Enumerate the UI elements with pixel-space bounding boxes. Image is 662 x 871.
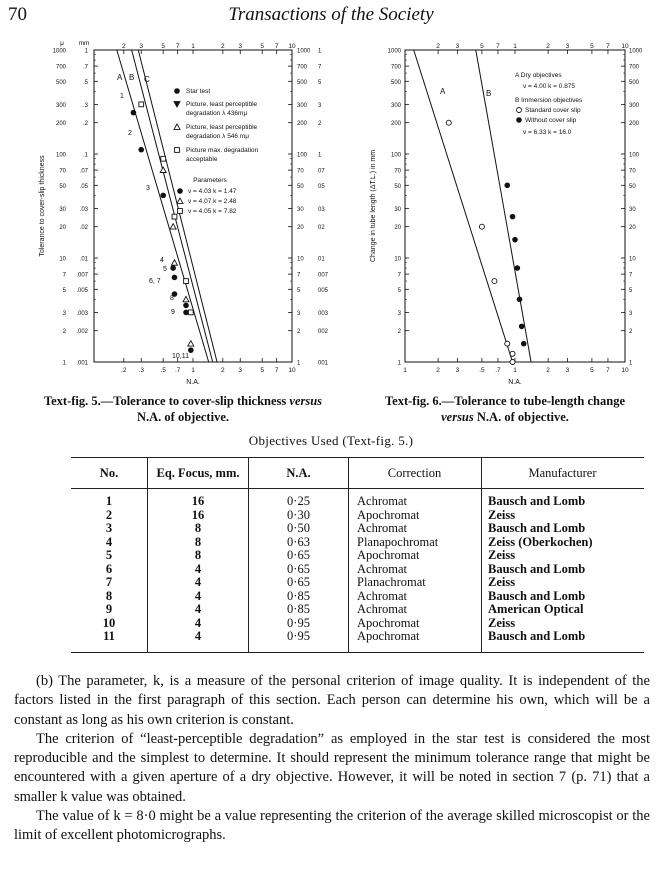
y-tick-label-right: 7	[297, 272, 301, 279]
table-row	[71, 576, 644, 590]
data-point	[183, 303, 189, 309]
cell-focus: 4	[148, 590, 249, 604]
line-A	[117, 50, 209, 362]
legend-text: Standard cover slip	[525, 107, 581, 114]
paragraph-k-value: The value of k = 8·0 might be a value representing the criterion of the average skilled microscopist or the limit of excellent photomicrographs.	[14, 808, 650, 844]
table-row	[71, 630, 644, 652]
y-tick-label-right: 2	[297, 329, 301, 336]
y-tick-label-right: 001	[318, 360, 329, 367]
y-tick-label: 100	[390, 152, 401, 159]
table-row	[71, 590, 644, 604]
y-tick-label: .02	[79, 225, 88, 232]
cell-focus: 8	[148, 549, 249, 563]
y-tick-label-right: 20	[629, 225, 636, 232]
y-tick-label: 300	[55, 102, 66, 109]
y-axis-label: Change in tube length (ΔT.L.) in mm	[370, 149, 377, 263]
y-tick-label-right: 1	[629, 360, 633, 367]
x-tick-label-top: 7	[175, 43, 180, 50]
x-tick-label: .7	[174, 367, 181, 374]
cell-na: 0·65	[249, 549, 349, 563]
point-number-label: 10,11	[172, 353, 189, 360]
cell-correction: Planapochromat	[349, 536, 482, 550]
table-row	[71, 549, 644, 563]
cell-focus: 4	[148, 617, 249, 631]
col-header-focus: Eq. Focus, mm.	[148, 458, 249, 489]
y-tick-label-right: 005	[318, 287, 329, 294]
x-tick-label: .7	[495, 367, 501, 374]
x-tick-label: 1	[513, 367, 517, 374]
y-tick-label: 2	[62, 329, 66, 336]
point-number-label: 8	[170, 295, 174, 302]
y-tick-label: .3	[82, 102, 88, 109]
line-label-C: C	[144, 75, 150, 84]
cell-manufacturer: Bausch and Lomb	[482, 630, 645, 652]
x-tick-label-top: 7	[496, 43, 500, 50]
figure-6-caption: Text-fig. 6.—Tolerance to tube-length change versus N.A. of objective.	[384, 394, 626, 424]
point-number-label: 1	[120, 93, 124, 100]
objectives-table	[71, 457, 644, 653]
y-tick-label: .07	[79, 168, 88, 175]
params-title: Parameters	[193, 177, 227, 184]
x-tick-label-top: 2	[220, 43, 225, 50]
x-tick-label-top: 5	[480, 43, 484, 50]
x-tick-label-top: 1	[191, 43, 195, 50]
legend-marker	[174, 102, 180, 107]
params-text: ν = 4.03 k = 1.47	[188, 188, 237, 195]
y-tick-label-right: 3	[318, 102, 322, 109]
x-tick-label: 7	[274, 367, 279, 374]
y-tick-label: 70	[394, 168, 401, 175]
data-point	[504, 183, 510, 189]
legend-text: acceptable	[186, 156, 218, 163]
cell-no: 10	[102, 615, 116, 630]
cell-focus: 4	[148, 576, 249, 590]
data-point	[161, 156, 166, 161]
cell-no: 11	[103, 629, 115, 643]
x-tick-label-top: 2	[546, 43, 550, 50]
x-tick-label-top: 7	[606, 43, 610, 50]
y-tick-label: .05	[79, 183, 88, 190]
y-tick-label-right: 1000	[297, 48, 311, 55]
col-header-correction: Correction	[349, 458, 482, 489]
y-tick-label: 200	[55, 121, 66, 128]
y-tick-label-right: 30	[297, 206, 304, 213]
point-number-label: 6, 7	[149, 278, 161, 285]
y-tick-label: 1000	[52, 48, 66, 55]
data-point	[512, 237, 518, 243]
body-text	[14, 672, 650, 846]
x-tick-label-top: 2	[121, 43, 126, 50]
y-tick-label-right: 100	[297, 152, 308, 159]
y-tick-label-right: 10	[297, 256, 304, 263]
y-tick-label: .001	[76, 360, 88, 367]
params-marker	[177, 188, 183, 194]
y-tick-label-right: 002	[318, 329, 329, 336]
legend-marker	[174, 124, 180, 129]
x-tick-label: 2	[546, 367, 550, 374]
line-label-B: B	[486, 89, 492, 98]
y-tick-label-right: 200	[629, 121, 640, 128]
y-tick-label: 2	[397, 329, 401, 336]
y-tick-label-right: 300	[297, 102, 308, 109]
y-tick-label-right: 003	[318, 310, 329, 317]
legend-text: ν = 6.33 k = 16.0	[523, 129, 572, 136]
y-tick-label: 3	[62, 310, 66, 317]
cell-correction: Planachromat	[349, 576, 482, 590]
cell-focus: 8	[148, 536, 249, 550]
y-tick-label: 100	[55, 152, 66, 159]
y-tick-label: 500	[55, 79, 66, 86]
legend-text: Without cover slip	[525, 117, 577, 124]
legend-text: Star test	[186, 88, 211, 95]
point-number-label: 9	[171, 309, 175, 316]
cell-manufacturer: Zeiss	[482, 617, 645, 631]
y-tick-label: 10	[59, 256, 66, 263]
cell-no: 1	[105, 494, 113, 508]
data-point	[160, 193, 166, 199]
y-tick-label-right: 7	[318, 64, 322, 71]
data-point	[183, 296, 189, 301]
y-tick-label-right: 300	[629, 102, 640, 109]
x-tick-label: 5	[260, 367, 265, 374]
cell-manufacturer: Zeiss (Oberkochen)	[482, 536, 645, 550]
cell-no: 6	[105, 561, 113, 576]
y-tick-label-right: 3	[297, 310, 301, 317]
x-tick-label-top: 3	[238, 43, 243, 50]
cell-manufacturer: American Optical	[482, 603, 645, 617]
y-tick-label: .03	[79, 206, 88, 213]
x-tick-label: 10	[621, 367, 629, 374]
cell-focus: 4	[148, 603, 249, 617]
page-number: 70	[8, 4, 27, 25]
y-tick-label: 1000	[387, 48, 401, 55]
y-tick-label-right: 5	[318, 79, 322, 86]
x-tick-label: .5	[479, 367, 485, 374]
y-tick-label: .7	[82, 64, 88, 71]
data-point	[479, 224, 484, 229]
x-tick-label-top: 2	[436, 43, 440, 50]
y-tick-label: 1	[84, 48, 88, 55]
y-tick-label-right: 50	[297, 183, 304, 190]
legend-text: degradation λ 546 mμ	[186, 133, 250, 140]
y-tick-label: 5	[397, 287, 401, 294]
y-tick-label: 1	[397, 360, 401, 367]
y-tick-label-right: 10	[629, 256, 636, 263]
data-point	[172, 275, 178, 281]
col-header-no: No.	[71, 458, 148, 489]
data-point	[517, 297, 523, 303]
cell-na: 0·63	[249, 536, 349, 550]
paragraph-criterion: The criterion of “least-perceptible degradation” as employed in the star test is considered the most reproducible and the simplest to determine. It should represent the minimum tolerance range that might be encountered with a given aperture of a dry objective. However, it will be noted in section 7 (p. 71) that a smaller k value was obtained.	[14, 730, 650, 805]
y-tick-label-right: 1	[318, 152, 322, 159]
table-row	[71, 489, 644, 509]
y-tick-label: 3	[397, 310, 401, 317]
cell-na: 0·65	[249, 563, 349, 577]
y-tick-label-right: 100	[629, 152, 640, 159]
y-tick-label: .003	[76, 310, 88, 317]
x-axis-label: N.A.	[508, 379, 522, 386]
legend-text: B Immersion objectives	[515, 97, 583, 104]
table-header-row	[71, 458, 644, 489]
cell-no: 9	[105, 602, 113, 616]
x-tick-label-top: 10	[288, 43, 296, 50]
table-row	[71, 536, 644, 550]
x-tick-label: 1	[191, 367, 195, 374]
y-tick-label-right: 07	[318, 168, 325, 175]
x-tick-label-top: 1	[513, 43, 517, 50]
y-tick-label-right: 007	[318, 272, 329, 279]
y-tick-label: .002	[76, 329, 88, 336]
data-point	[510, 360, 515, 365]
x-tick-label-top: 7	[274, 43, 279, 50]
y-tick-label-right: 500	[297, 79, 308, 86]
y-tick-label: .5	[82, 79, 88, 86]
y-tick-label-right: 5	[297, 287, 301, 294]
params-text: ν = 4.05 k = 7.82	[188, 208, 237, 215]
data-point	[131, 110, 137, 116]
y-tick-label-right: 500	[629, 79, 640, 86]
legend-text: ν = 4.00 k = 0.875	[523, 83, 576, 90]
cell-na: 0·85	[249, 590, 349, 604]
data-point	[515, 265, 521, 271]
x-tick-label: 5	[590, 367, 594, 374]
x-tick-label: 3	[455, 367, 460, 374]
legend-marker	[516, 117, 522, 123]
cell-no: 4	[105, 534, 113, 549]
cell-correction: Apochromat	[349, 630, 482, 652]
y-tick-label: 70	[59, 168, 66, 175]
table-title: Objectives Used (Text-fig. 5.)	[248, 433, 414, 448]
y-tick-label-right: 2	[318, 121, 322, 128]
col-header-na: N.A.	[249, 458, 349, 489]
cell-manufacturer: Bausch and Lomb	[482, 590, 645, 604]
cell-correction: Apochromat	[349, 549, 482, 563]
line-A	[414, 50, 513, 362]
y-tick-label: 50	[394, 183, 401, 190]
y-tick-label: 20	[59, 225, 66, 232]
data-point	[510, 214, 516, 220]
y-tick-label: 10	[394, 256, 401, 263]
y-tick-label: 1	[62, 360, 66, 367]
y-tick-label-right: 70	[297, 168, 304, 175]
params-marker	[178, 209, 183, 214]
table-row	[71, 563, 644, 577]
x-tick-label: 10	[288, 367, 296, 374]
cell-no: 2	[105, 507, 113, 522]
cell-correction: Achromat	[349, 522, 482, 536]
y-tick-label: 300	[390, 102, 401, 109]
data-point	[505, 341, 510, 346]
cell-correction: Achromat	[349, 603, 482, 617]
cell-na: 0·30	[249, 509, 349, 523]
cell-manufacturer: Zeiss	[482, 549, 645, 563]
cell-manufacturer: Bausch and Lomb	[482, 522, 645, 536]
y-tick-label-right: 200	[297, 121, 308, 128]
y-tick-label: 7	[397, 272, 401, 279]
cell-focus: 4	[148, 630, 249, 652]
params-text: ν = 4.07 k = 2.48	[188, 198, 237, 205]
y-tick-label: 200	[390, 121, 401, 128]
legend-text: A Dry objectives	[515, 72, 562, 79]
y-tick-label: 30	[394, 206, 401, 213]
line-label-A: A	[440, 87, 446, 96]
data-point	[510, 351, 515, 356]
cell-manufacturer: Zeiss	[482, 509, 645, 523]
data-point	[184, 279, 189, 284]
cell-no: 5	[105, 548, 113, 562]
y-tick-label-right: 5	[629, 287, 633, 294]
y-tick-label: .01	[79, 256, 88, 263]
table-row	[71, 617, 644, 631]
data-point	[171, 260, 177, 265]
data-point	[170, 265, 176, 271]
x-tick-label-top: 5	[260, 43, 265, 50]
legend-text: degradation λ 436mμ	[186, 110, 248, 117]
x-tick-label-top: 3	[565, 43, 570, 50]
x-tick-label-top: 5	[590, 43, 594, 50]
x-tick-label: 3	[238, 367, 243, 374]
y-tick-label-right: 1	[318, 48, 322, 55]
point-number-label: 5	[163, 266, 167, 273]
y-tick-label: 20	[394, 225, 401, 232]
x-tick-label-top: 3	[455, 43, 460, 50]
figure-5-caption: Text-fig. 5.—Tolerance to cover-slip thickness versus N.A. of objective.	[43, 394, 323, 424]
figure-6-chart	[345, 38, 662, 390]
table-row	[71, 522, 644, 536]
y-tick-label-right: 50	[629, 183, 636, 190]
y-axis-label: Tolerance to cover-slip thickness	[39, 155, 46, 257]
cell-correction: Apochromat	[349, 509, 482, 523]
x-tick-label: 3	[565, 367, 570, 374]
paragraph-parameter-k: (b) The parameter, k, is a measure of the personal criterion of image quality. It is independent of the factors listed in the first paragraph of this section. Each person can determine his own, which will be a constant as long as his own criterion is constant.	[14, 673, 650, 728]
cell-na: 0·95	[249, 617, 349, 631]
x-axis-label: N.A.	[186, 379, 200, 386]
data-point	[172, 214, 177, 219]
y-tick-label: 50	[59, 183, 66, 190]
line-C	[138, 50, 217, 362]
y-tick-label: .2	[82, 121, 88, 128]
cell-na: 0·50	[249, 522, 349, 536]
cell-manufacturer: Bausch and Lomb	[482, 563, 645, 577]
cell-focus: 16	[148, 509, 249, 523]
x-tick-label-top: 3	[139, 43, 144, 50]
x-tick-label: 2	[220, 367, 225, 374]
y-tick-label-right: 1000	[629, 48, 643, 55]
y-tick-label-right: 03	[318, 206, 325, 213]
cell-correction: Apochromat	[349, 617, 482, 631]
y-tick-label: 30	[59, 206, 66, 213]
cell-no: 8	[105, 588, 113, 603]
x-tick-label: 1	[403, 367, 407, 374]
point-number-label: 3	[146, 185, 150, 192]
data-point	[188, 310, 193, 315]
cell-na: 0·65	[249, 576, 349, 590]
y-tick-label-right: 02	[318, 225, 325, 232]
figure-5-chart	[0, 38, 330, 390]
table-row	[71, 603, 644, 617]
cell-correction: Achromat	[349, 563, 482, 577]
x-tick-label: 7	[606, 367, 610, 374]
y-tick-label-right: 700	[297, 64, 308, 71]
legend-marker	[175, 148, 180, 153]
y-unit-mu: μ	[60, 40, 64, 47]
y-tick-label: .007	[76, 272, 88, 279]
legend-marker	[174, 88, 180, 94]
table-row	[71, 509, 644, 523]
x-tick-label: .2	[121, 367, 127, 374]
cell-manufacturer: Bausch and Lomb	[482, 489, 645, 509]
y-tick-label-right: 20	[297, 225, 304, 232]
y-tick-label-right: 700	[629, 64, 640, 71]
x-tick-label: .3	[138, 367, 144, 374]
cell-na: 0·25	[249, 489, 349, 509]
cell-na: 0·95	[249, 630, 349, 652]
y-tick-label: 5	[62, 287, 66, 294]
y-tick-label-right: 1	[297, 360, 301, 367]
y-tick-label: 700	[390, 64, 401, 71]
legend-text: Picture, least perceptible	[186, 124, 258, 131]
y-tick-label-right: 01	[318, 256, 325, 263]
y-tick-label: 700	[55, 64, 66, 71]
x-tick-label-top: 10	[621, 43, 629, 50]
cell-na: 0·85	[249, 603, 349, 617]
y-tick-label-right: 2	[629, 329, 633, 336]
data-point	[519, 324, 525, 330]
y-unit-mm: mm	[78, 40, 90, 47]
y-tick-label-right: 05	[318, 183, 325, 190]
cell-no: 7	[105, 575, 113, 589]
x-tick-label-top: 5	[161, 43, 166, 50]
cell-no: 3	[105, 521, 113, 535]
data-point	[521, 341, 527, 347]
cell-focus: 16	[148, 489, 249, 509]
cell-manufacturer: Zeiss	[482, 576, 645, 590]
data-point	[139, 102, 144, 107]
data-point	[138, 147, 144, 153]
col-header-manufacturer: Manufacturer	[482, 458, 645, 489]
data-point	[188, 341, 194, 346]
cell-focus: 4	[148, 563, 249, 577]
x-tick-label: .5	[160, 367, 166, 374]
running-title: Transactions of the Society	[228, 4, 434, 25]
y-tick-label: 500	[390, 79, 401, 86]
y-tick-label: .1	[82, 152, 88, 159]
data-point	[446, 120, 451, 125]
legend-text: Picture, least perceptible	[186, 101, 258, 108]
line-label-B: B	[129, 73, 135, 82]
point-number-label: 2	[128, 130, 132, 137]
data-point	[492, 279, 497, 284]
cell-correction: Achromat	[349, 489, 482, 509]
legend-text: Picture max. degradation	[186, 147, 259, 154]
y-tick-label-right: 3	[629, 310, 633, 317]
line-label-A: A	[117, 73, 123, 82]
y-tick-label: 7	[62, 272, 66, 279]
data-point	[160, 167, 166, 172]
y-tick-label-right: 70	[629, 168, 636, 175]
cell-focus: 8	[148, 522, 249, 536]
y-tick-label-right: 30	[629, 206, 636, 213]
y-tick-label-right: 7	[629, 272, 633, 279]
y-tick-label: .005	[76, 287, 88, 294]
data-point	[170, 224, 176, 229]
x-tick-label: 2	[436, 367, 440, 374]
legend-marker	[517, 108, 522, 113]
point-number-label: 4	[160, 257, 164, 264]
cell-correction: Achromat	[349, 590, 482, 604]
params-marker	[177, 198, 183, 203]
